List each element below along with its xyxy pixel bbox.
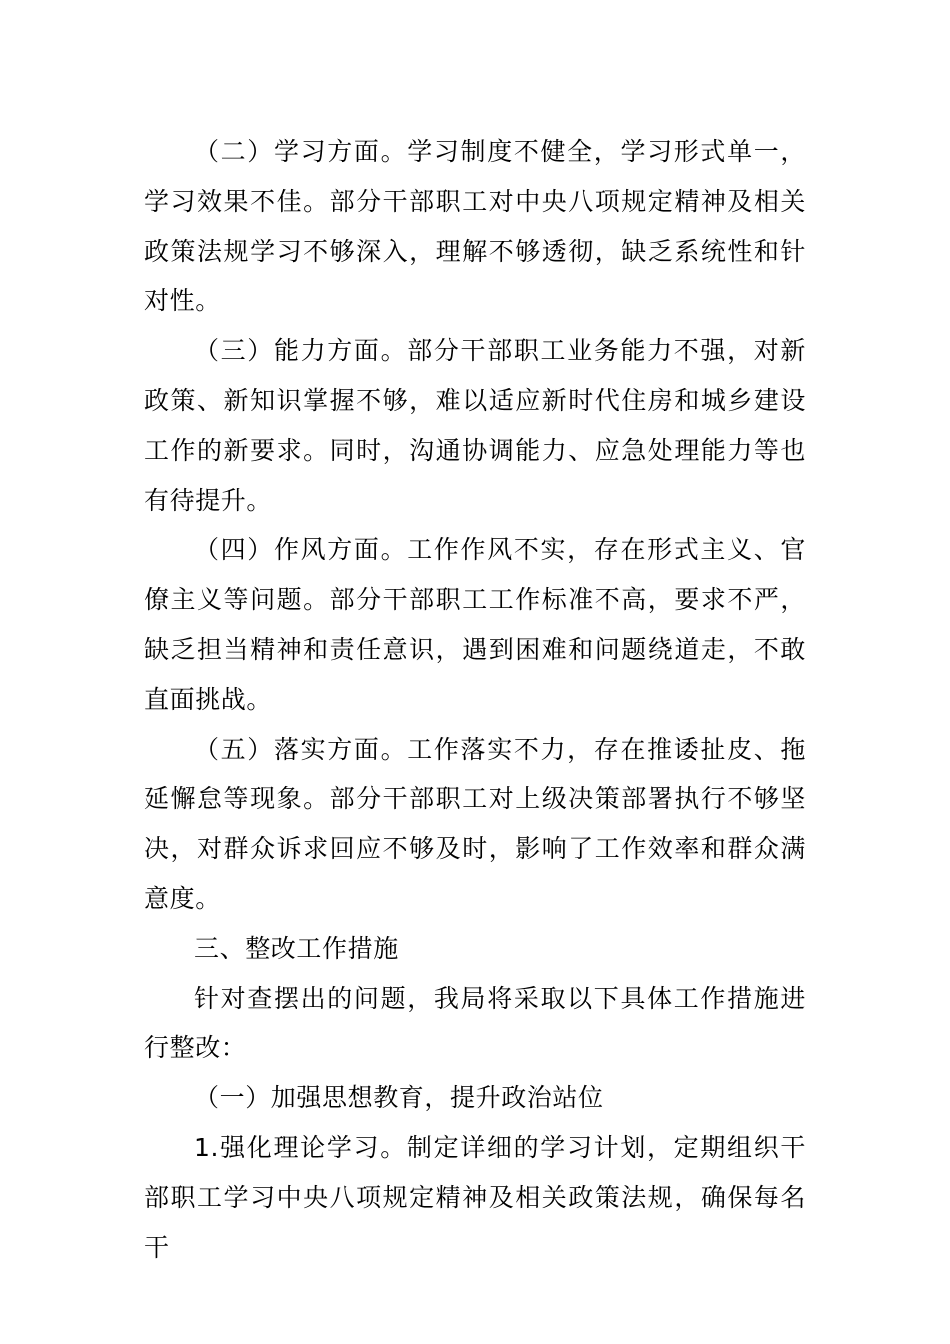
paragraph-ability: （三）能力方面。部分干部职工业务能力不强，对新政策、新知识掌握不够，难以适应新时代住房和城乡建设工作的新要求。同时，沟通协调能力、应急处理能力等也有待提升。 — [144, 336, 806, 515]
item-paragraph: 1.强化理论学习。制定详细的学习计划，定期组织干部职工学习中央八项规定精神及相关政策法规，确保每名干 — [144, 1132, 806, 1262]
section-heading: 三、整改工作措施 — [194, 933, 399, 963]
document-body — [144, 127, 806, 1272]
sub-heading: （一）加强思想教育，提升政治站位 — [194, 1083, 604, 1113]
paragraph-implementation: （五）落实方面。工作落实不力，存在推诿扯皮、拖延懈怠等现象。部分干部职工对上级决策部署执行不够坚决，对群众诉求回应不够及时，影响了工作效率和群众满意度。 — [144, 734, 806, 913]
intro-paragraph: 针对查摆出的问题，我局将采取以下具体工作措施进行整改： — [144, 983, 806, 1063]
paragraph-study: （二）学习方面。学习制度不健全，学习形式单一，学习效果不佳。部分干部职工对中央八项规定精神及相关政策法规学习不够深入，理解不够透彻，缺乏系统性和针对性。 — [144, 137, 806, 316]
paragraph-style: （四）作风方面。工作作风不实，存在形式主义、官僚主义等问题。部分干部职工工作标准不高，要求不严，缺乏担当精神和责任意识，遇到困难和问题绕道走，不敢直面挑战。 — [144, 535, 806, 714]
